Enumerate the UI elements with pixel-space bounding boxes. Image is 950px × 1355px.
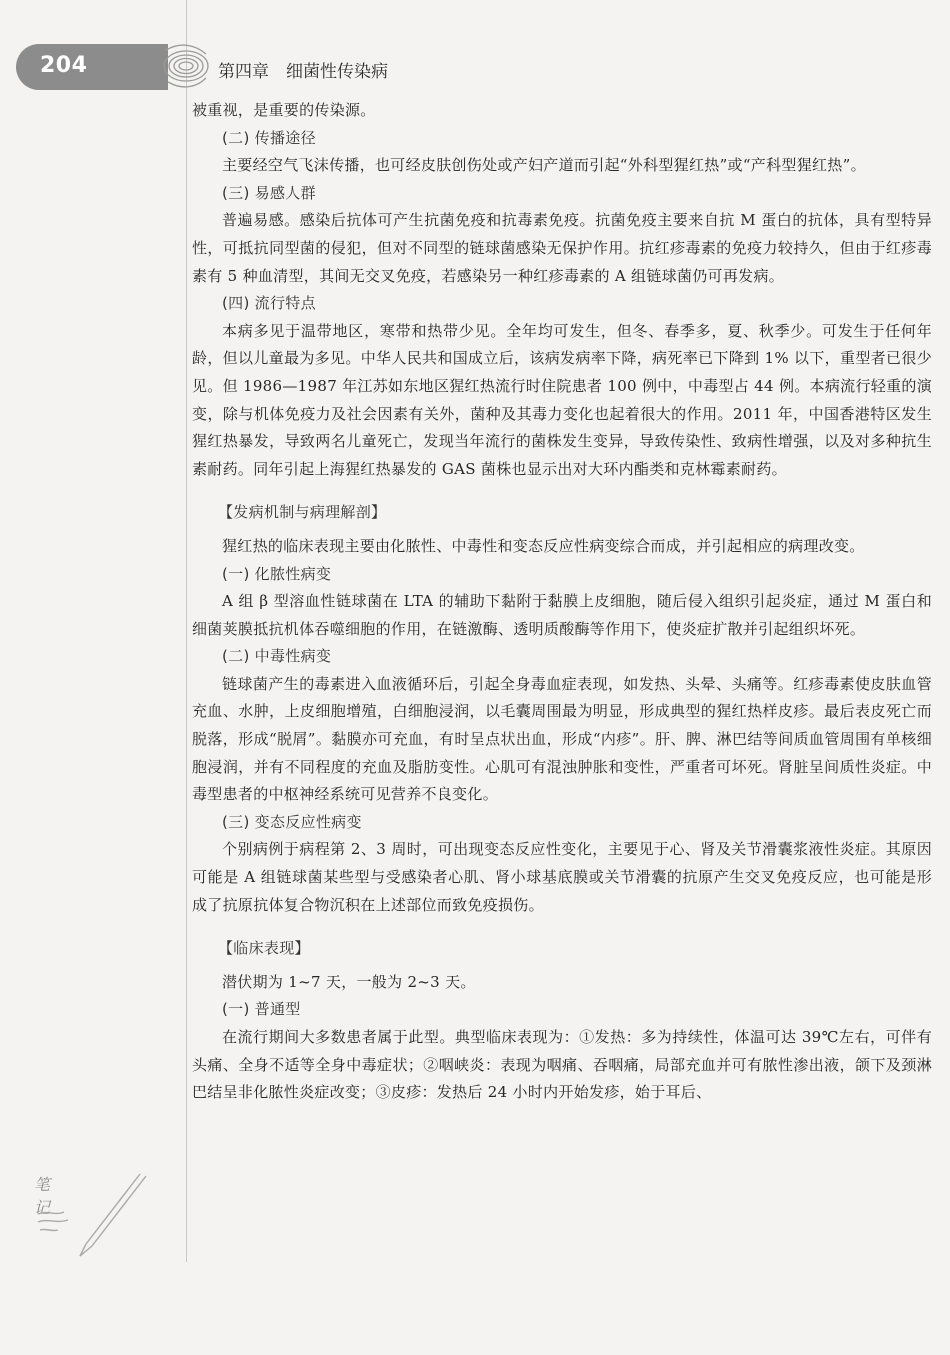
subsection-heading: (一) 普通型 [222,1000,301,1019]
subsection-heading: (三) 变态反应性病变 [222,812,362,831]
subsection-heading: (三) 易感人群 [222,183,316,202]
paragraph: 普遍易感。感染后抗体可产生抗菌免疫和抗毒素免疫。抗菌免疫主要来自抗 M 蛋白的抗体，具有型特异性，可抵抗同型菌的侵犯，但对不同型的链球菌感染无保护作用。抗红疹毒素的免疫力较持久，但由于红疹毒素有 5 种血清型，其间无交叉免疫，若感染另一种红疹毒素的 A 组链球菌仍可再发病。 [192,211,932,285]
paragraph: 潜伏期为 1~7 天，一般为 2~3 天。 [222,972,476,991]
paragraph: 被重视，是重要的传染源。 [192,101,376,119]
section-heading: 【临床表现】 [218,939,310,958]
page-number: 204 [40,53,88,78]
paragraph: 链球菌产生的毒素进入血液循环后，引起全身毒血症表现，如发热、头晕、头痛等。红疹毒素使皮肤血管充血、水肿，上皮细胞增殖，白细胞浸润，以毛囊周围最为明显，形成典型的猩红热样皮疹。最后表皮死亡而脱落，形成“脱屑”。黏膜亦可充血，有时呈点状出血，形成“内疹”。肝、脾、淋巴结等间质血管周围有单核细胞浸润，并有不同程度的充血及脂肪变性。心肌可有混浊肿胀和变性，严重者可坏死。肾脏呈间质性炎症。中毒型患者的中枢神经系统可见营养不良变化。 [192,674,932,804]
chapter-ornament-icon [160,36,212,92]
paragraph: 猩红热的临床表现主要由化脓性、中毒性和变态反应性病变综合而成，并引起相应的病理改变。 [222,536,865,555]
pen-icon [34,1172,154,1262]
subsection-heading: (二) 中毒性病变 [222,647,332,666]
paragraph: 主要经空气飞沫传播，也可经皮肤创伤处或产妇产道而引起“外科型猩红热”或“产科型猩红热”。 [222,156,866,175]
section-heading: 【发病机制与病理解剖】 [218,503,387,522]
subsection-heading: (二) 传播途径 [222,128,316,147]
page-body [192,97,932,1107]
subsection-heading: (一) 化脓性病变 [222,564,332,583]
chapter-title: 第四章 细菌性传染病 [218,62,388,82]
paragraph: 本病多见于温带地区，寒带和热带少见。全年均可发生，但冬、春季多，夏、秋季少。可发生于任何年龄，但以儿童最为多见。中华人民共和国成立后，该病发病率下降，病死率已下降到 1% 以下，重型者已很少见。但 1986—1987 年江苏如东地区猩红热流行时住院患者 100 例中，中毒型占 44 例。本病流行轻重的演变，除与机体免疫力及社会因素有关外，菌种及其毒力变化也起着很大的作用。2011 年，中国香港特区发生猩红热暴发，导致两名儿童死亡，发现当年流行的菌株发生变异，导致传染性、致病性增强，以及对多种抗生素耐药。同年引起上海猩红热暴发的 GAS 菌株也显示出对大环内酯类和克林霉素耐药。 [192,321,932,478]
page-number-badge [16,44,168,90]
margin-rule [186,0,187,1262]
notes-label: 笔记 [34,1175,57,1217]
paragraph: 在流行期间大多数患者属于此型。典型临床表现为：①发热：多为持续性，体温可达 39℃左右，可伴有头痛、全身不适等全身中毒症状；②咽峡炎：表现为咽痛、吞咽痛，局部充血并可有脓性渗出液，颌下及颈淋巴结呈非化脓性炎症改变；③皮疹：发热后 24 小时内开始发疹，始于耳后、 [192,1028,932,1102]
subsection-heading: (四) 流行特点 [222,294,316,313]
paragraph: A 组 β 型溶血性链球菌在 LTA 的辅助下黏附于黏膜上皮细胞，随后侵入组织引起炎症，通过 M 蛋白和细菌荚膜抵抗机体吞噬细胞的作用，在链激酶、透明质酸酶等作用下，使炎症扩散并引起组织坏死。 [192,592,932,638]
paragraph: 个别病例于病程第 2、3 周时，可出现变态反应性变化，主要见于心、肾及关节滑囊浆液性炎症。其原因可能是 A 组链球菌某些型与受感染者心肌、肾小球基底膜或关节滑囊的抗原产生交叉免疫反应，也可能是形成了抗原抗体复合物沉积在上述部位而致免疫损伤。 [192,840,932,914]
